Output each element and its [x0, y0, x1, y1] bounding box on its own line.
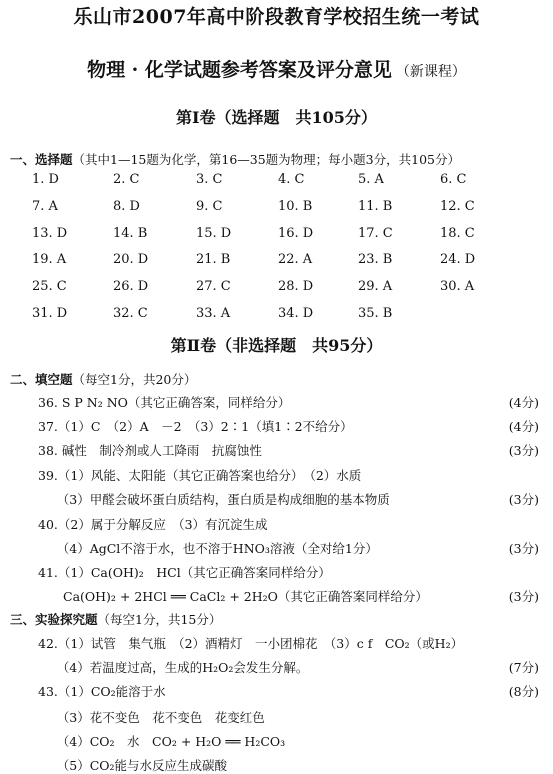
- answer-line-text: 43.（1）CO₂能溶于水: [38, 684, 166, 699]
- answer-item: 25. C: [32, 279, 67, 295]
- answer-item: 33. A: [196, 306, 231, 321]
- answer-line-text: 42.（1）试管 集气瓶 （2）酒精灯 一小团棉花 （3）c f CO₂（或H₂）: [38, 636, 464, 651]
- answer-item: 30. A: [440, 279, 475, 295]
- answer-item: 11. B: [358, 198, 393, 214]
- score-label: (8分): [508, 684, 539, 699]
- section-fill-note: （每空1分，共20分）: [72, 372, 197, 387]
- answer-line: [38, 539, 539, 557]
- answer-item: 17. C: [358, 225, 393, 241]
- answer-line-text: （5）CO₂能与水反应生成碳酸: [38, 758, 228, 773]
- answer-item: 21. B: [196, 252, 231, 268]
- answer-item: 24. D: [440, 252, 476, 268]
- answer-line-text: （4）CO₂ 水 CO₂ + H₂O ══ H₂CO₃: [38, 734, 286, 749]
- answer-item: 10. B: [278, 198, 313, 214]
- part1-title: 第Ⅰ卷（选择题 共105分）: [176, 108, 377, 127]
- answer-line: [38, 756, 539, 774]
- answer-row: [0, 172, 553, 192]
- answer-item: 20. D: [113, 252, 149, 268]
- answer-line-text: （3）花不变色 花不变色 花变红色: [38, 710, 265, 725]
- section-choice-label: 一、选择题: [10, 152, 73, 167]
- answer-row: [0, 199, 553, 219]
- answer-line: [38, 393, 539, 411]
- answer-item: 9. C: [196, 198, 223, 214]
- answer-line: [38, 658, 539, 676]
- document-title: 乐山市2007年高中阶段教育学校招生统一考试: [73, 6, 480, 28]
- answer-row: [0, 279, 553, 299]
- answer-line: [38, 708, 539, 726]
- answer-line: [38, 466, 539, 484]
- answer-line: [38, 634, 539, 652]
- subtitle-note: （新课程）: [395, 64, 466, 80]
- answer-line: [38, 587, 539, 605]
- answer-line: [38, 682, 539, 700]
- answer-line: [38, 441, 539, 459]
- answer-line: [38, 490, 539, 508]
- answer-row: [0, 306, 553, 326]
- answer-item: 5. A: [358, 172, 384, 187]
- score-label: (3分): [508, 443, 539, 458]
- answer-line-text: 38. 碱性 制冷剂或人工降雨 抗腐蚀性: [38, 443, 262, 458]
- answer-item: 14. B: [113, 225, 148, 241]
- answer-line-text: 40.（2）属于分解反应 （3）有沉淀生成: [38, 517, 268, 532]
- answer-item: 3. C: [196, 172, 223, 187]
- answer-line-text: Ca(OH)₂ + 2HCl ══ CaCl₂ + 2H₂O（其它正确答案同样给分）: [38, 589, 428, 604]
- answer-item: 19. A: [32, 252, 67, 268]
- part2-title: 第Ⅱ卷（非选择题 共95分）: [170, 336, 383, 355]
- section-fill: [10, 370, 196, 388]
- answer-item: 27. C: [196, 279, 231, 295]
- score-label: (4分): [508, 395, 539, 410]
- answer-item: 18. C: [440, 225, 475, 241]
- answer-row: [0, 252, 553, 272]
- answer-line: [38, 732, 539, 750]
- answer-item: 32. C: [113, 306, 148, 321]
- score-label: (7分): [508, 660, 539, 675]
- answer-line-text: 41.（1）Ca(OH)₂ HCl（其它正确答案同样给分）: [38, 565, 331, 580]
- answer-item: 16. D: [278, 225, 314, 241]
- section-choice-note: （其中1—15题为化学，第16—35题为物理；每小题3分，共105分）: [72, 152, 460, 167]
- answer-item: 23. B: [358, 252, 393, 268]
- answer-line-text: 36. S P N₂ NO（其它正确答案，同样给分）: [38, 395, 291, 410]
- subtitle-text: 物理 · 化学试题参考答案及评分意见: [87, 59, 392, 81]
- section-choice: [10, 150, 460, 168]
- answer-item: 34. D: [278, 306, 314, 321]
- answer-row: [0, 226, 553, 246]
- answer-item: 6. C: [440, 172, 467, 187]
- answer-item: 15. D: [196, 225, 232, 241]
- answer-item: 7. A: [32, 198, 58, 214]
- section-experiment-label: 三、实验探究题: [10, 612, 98, 627]
- answer-item: 28. D: [278, 279, 314, 295]
- answer-item: 12. C: [440, 198, 475, 214]
- answer-item: 22. A: [278, 252, 313, 268]
- answer-item: 8. D: [113, 198, 140, 214]
- answer-item: 13. D: [32, 225, 68, 241]
- answer-line-text: 39.（1）风能、太阳能（其它正确答案也给分） （2）水质: [38, 468, 362, 483]
- answer-line-text: 37.（1）C （2）A －2 （3）2∶1（填1∶2不给分）: [38, 419, 353, 434]
- document-subtitle: [0, 55, 553, 82]
- answer-item: 1. D: [32, 172, 59, 187]
- score-label: (4分): [508, 419, 539, 434]
- answer-item: 31. D: [32, 306, 68, 321]
- answer-item: 2. C: [113, 172, 140, 187]
- answer-item: 35. B: [358, 306, 393, 321]
- score-label: (3分): [508, 589, 539, 604]
- answer-line: [38, 563, 539, 581]
- answer-line-text: （3）甲醛会破坏蛋白质结构，蛋白质是构成细胞的基本物质: [38, 492, 390, 507]
- answer-line-text: （4）若温度过高，生成的H₂O₂会发生分解。: [38, 660, 309, 675]
- answer-item: 29. A: [358, 279, 393, 295]
- answer-line-text: （4）AgCl不溶于水，也不溶于HNO₃溶液（全对给1分）: [38, 541, 378, 556]
- section-fill-label: 二、填空题: [10, 372, 73, 387]
- section-experiment: [10, 610, 221, 628]
- answer-line: [38, 417, 539, 435]
- answer-item: 4. C: [278, 172, 305, 187]
- section-experiment-note: （每空1分，共15分）: [97, 612, 222, 627]
- score-label: (3分): [508, 492, 539, 507]
- answer-line: [38, 515, 539, 533]
- score-label: (3分): [508, 541, 539, 556]
- answer-item: 26. D: [113, 279, 149, 295]
